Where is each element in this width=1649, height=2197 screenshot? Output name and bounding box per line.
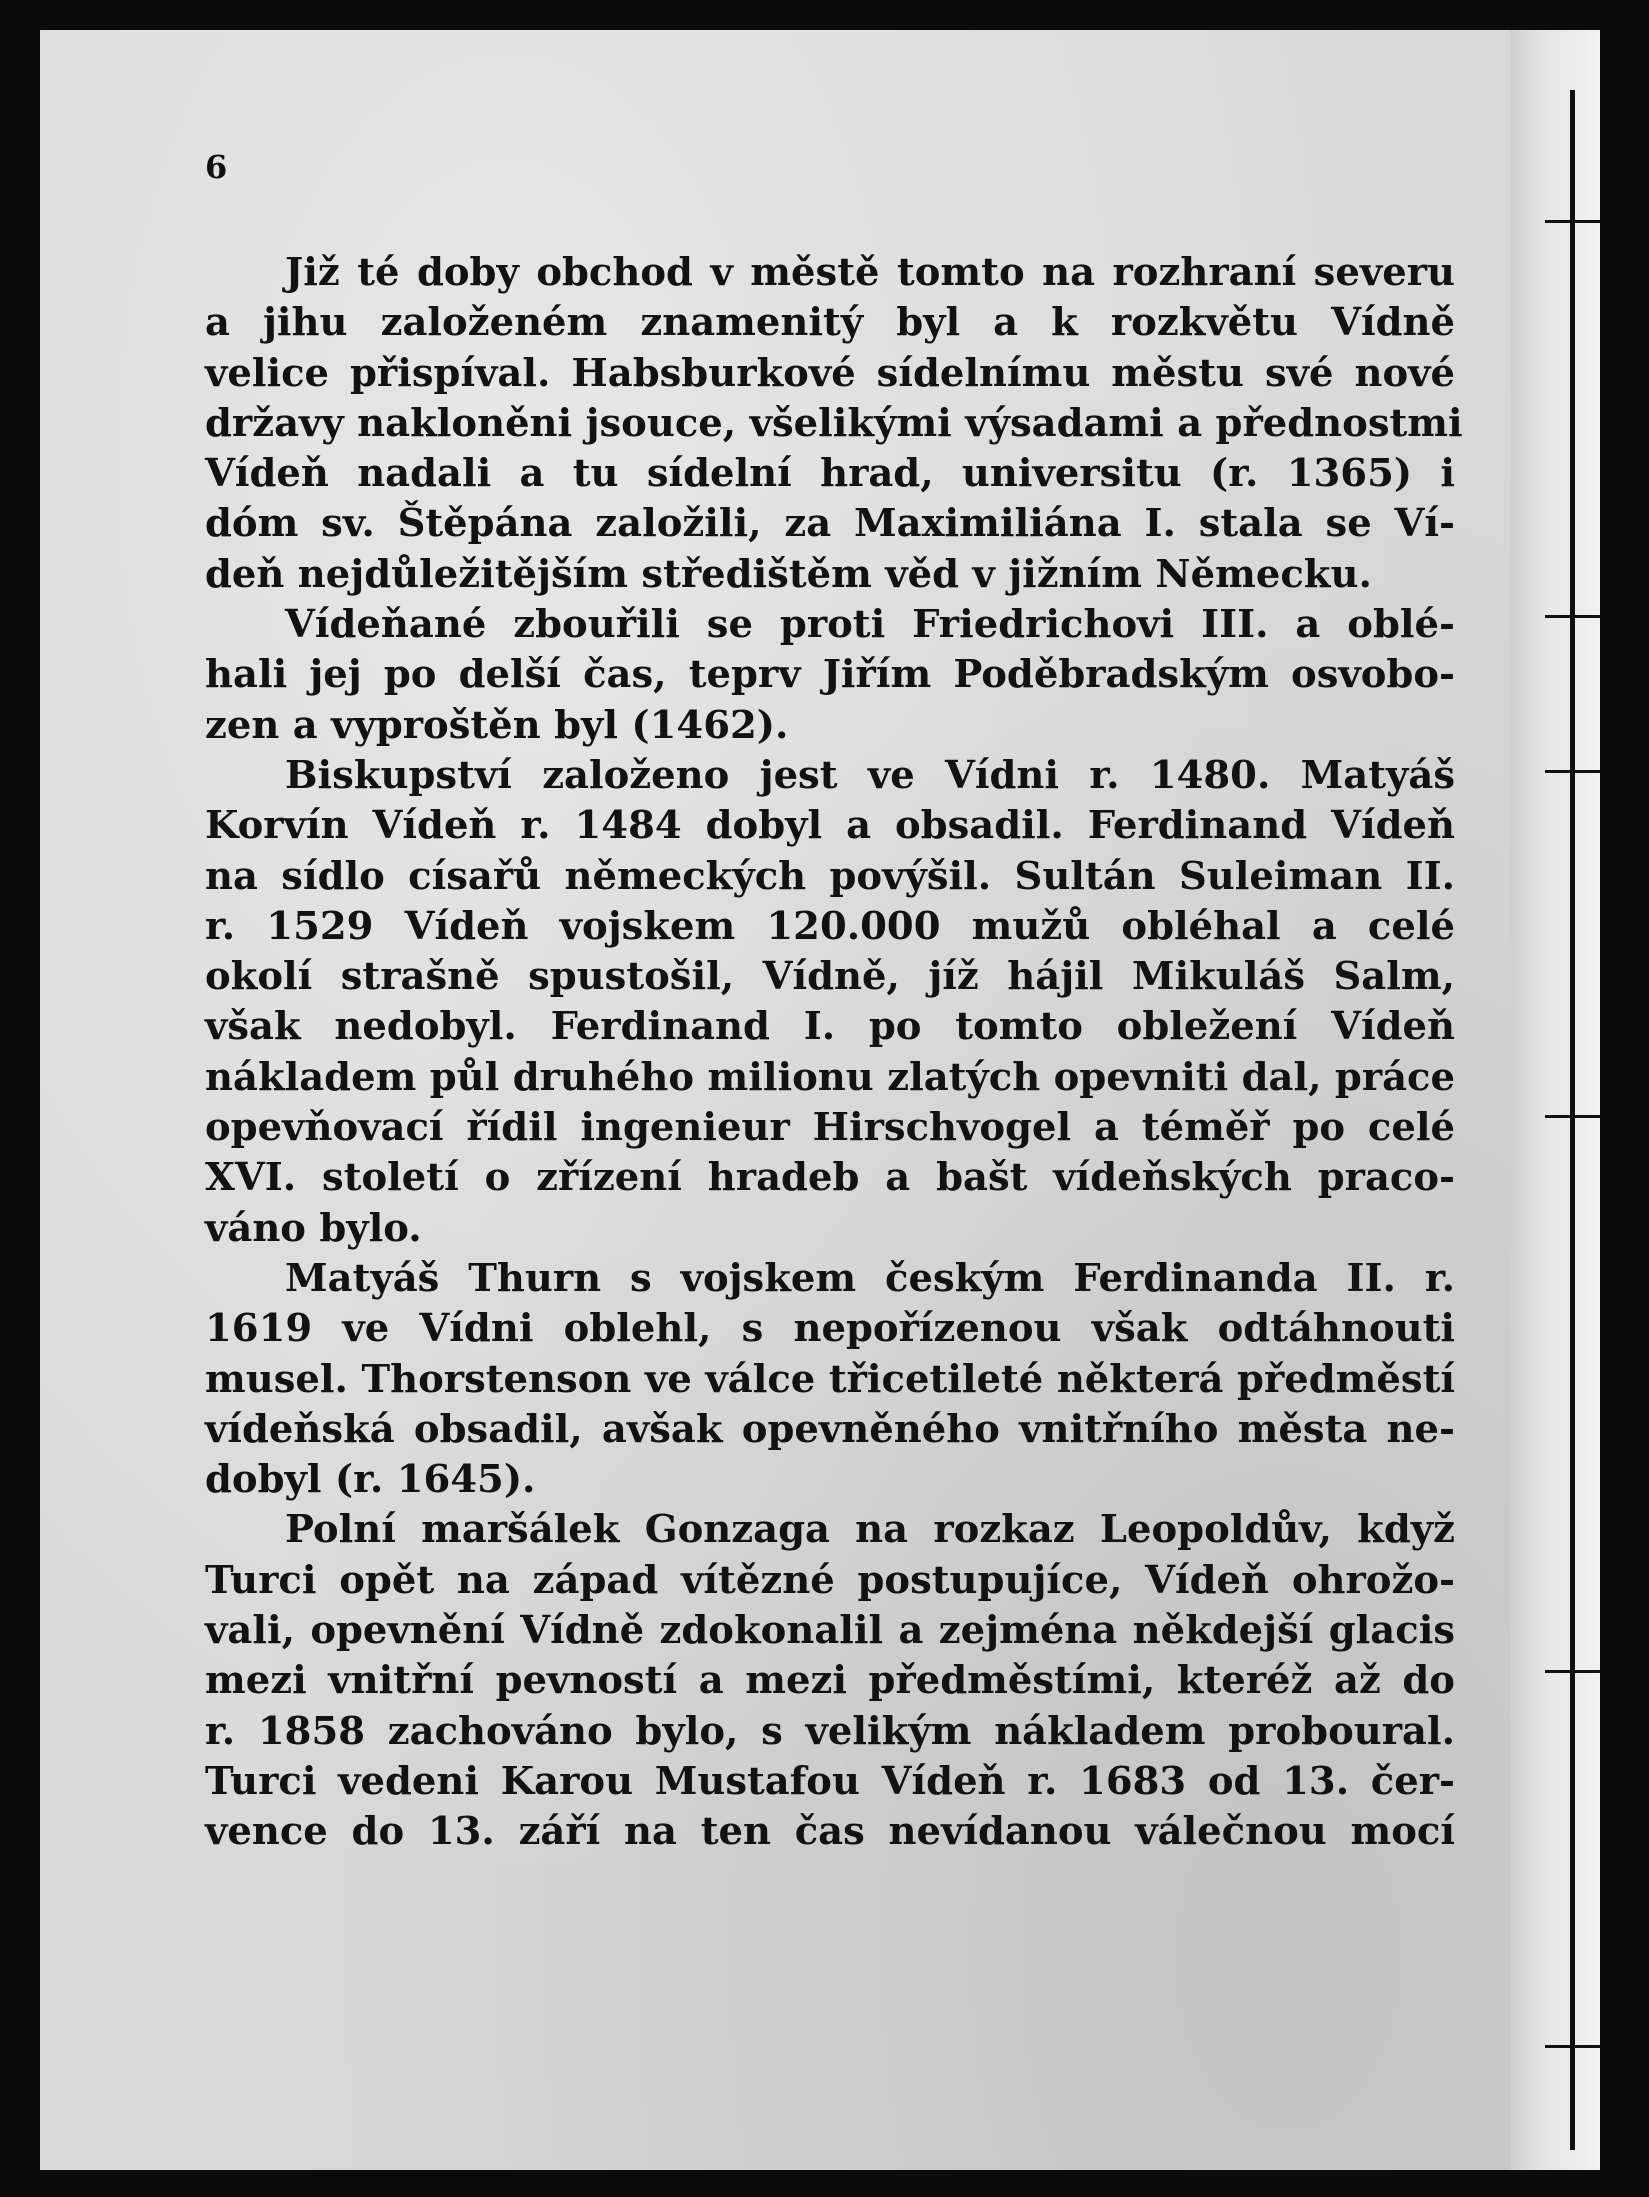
text-line: državy nakloněni jsouce, všelikými výsadami a přednostmi [205,400,1463,446]
paragraph [205,1505,1455,1857]
text-line: nákladem půl druhého milionu zlatých opevniti dal, práce [205,1054,1455,1100]
paragraph [205,751,1455,1254]
text-line: zen a vyproštěn byl (1462). [205,702,789,748]
binding-mark [1545,220,1600,223]
text-line: hali jej po delší čas, teprv Jiřím Poděbradským osvobo- [205,652,1455,698]
text-line: Vídeň nadali a tu sídelní hrad, universitu (r. 1365) i [205,451,1455,497]
text-line: a jihu založeném znamenitý byl a k rozkvětu Vídně [205,300,1455,346]
text-line: Vídeňané zbouřili se proti Friedrichovi III. a oblé- [285,602,1455,648]
text-line: deň nejdůležitějším středištěm věd v jižním Německu. [205,551,1372,597]
paragraph [205,600,1455,751]
text-line: dobyl (r. 1645). [205,1457,536,1503]
text-line: Již té doby obchod v městě tomto na rozhraní severu [285,250,1455,295]
text-line: velice přispíval. Habsburkové sídelnímu městu své nové [205,350,1455,396]
paragraph [205,248,1463,600]
binding-mark [1545,2045,1600,2048]
text-line: Turci vedeni Karou Mustafou Vídeň r. 1683 od 13. čer- [205,1758,1455,1804]
text-line: Biskupství založeno jest ve Vídni r. 1480. Matyáš [285,752,1455,798]
text-line: Polní maršálek Gonzaga na rozkaz Leopoldův, když [285,1507,1455,1553]
binding-mark [1545,770,1600,773]
body-text [205,248,1463,1858]
text-line: opevňovací řídil ingenieur Hirschvogel a téměř po celé [205,1105,1455,1151]
text-line: vali, opevnění Vídně zdokonalil a zejména někdejší glacis [205,1608,1455,1654]
text-line: musel. Thorstenson ve válce třicetileté některá předměstí [205,1356,1455,1402]
text-line: r. 1529 Vídeň vojskem 120.000 mužů obléhal a celé [205,903,1455,949]
text-line: Turci opět na západ vítězné postupujíce, Vídeň ohrožo- [205,1557,1455,1603]
paragraph [205,1254,1455,1505]
page-edge-strip [1510,30,1600,2170]
text-line: dóm sv. Štěpána založili, za Maximiliána I. stala se Ví- [205,501,1455,547]
text-line: však nedobyl. Ferdinand I. po tomto obležení Vídeň [205,1004,1455,1050]
page-number: 6 [205,148,228,186]
text-line: na sídlo císařů německých povýšil. Sultán Suleiman II. [205,853,1455,899]
text-line: Matyáš Thurn s vojskem českým Ferdinanda II. r. [285,1255,1455,1301]
text-line: váno bylo. [205,1205,422,1251]
text-line: r. 1858 zachováno bylo, s velikým nákladem proboural. [205,1708,1455,1754]
text-line: vídeňská obsadil, avšak opevněného vnitřního města ne- [205,1406,1455,1452]
text-line: okolí strašně spustošil, Vídně, jíž hájil Mikuláš Salm, [205,954,1455,1000]
binding-line [1570,90,1575,2150]
text-line: Korvín Vídeň r. 1484 dobyl a obsadil. Ferdinand Vídeň [205,803,1455,849]
text-line: vence do 13. září na ten čas nevídanou válečnou mocí [205,1809,1455,1855]
binding-mark [1545,1115,1600,1118]
text-line: XVI. století o zřízení hradeb a bašt vídeňských praco- [205,1155,1455,1201]
text-line: mezi vnitřní pevností a mezi předměstími, kteréž až do [205,1658,1455,1704]
text-line: 1619 ve Vídni oblehl, s nepořízenou však odtáhnouti [205,1306,1455,1352]
binding-mark [1545,1670,1600,1673]
book-page [40,30,1600,2170]
binding-mark [1545,615,1600,618]
